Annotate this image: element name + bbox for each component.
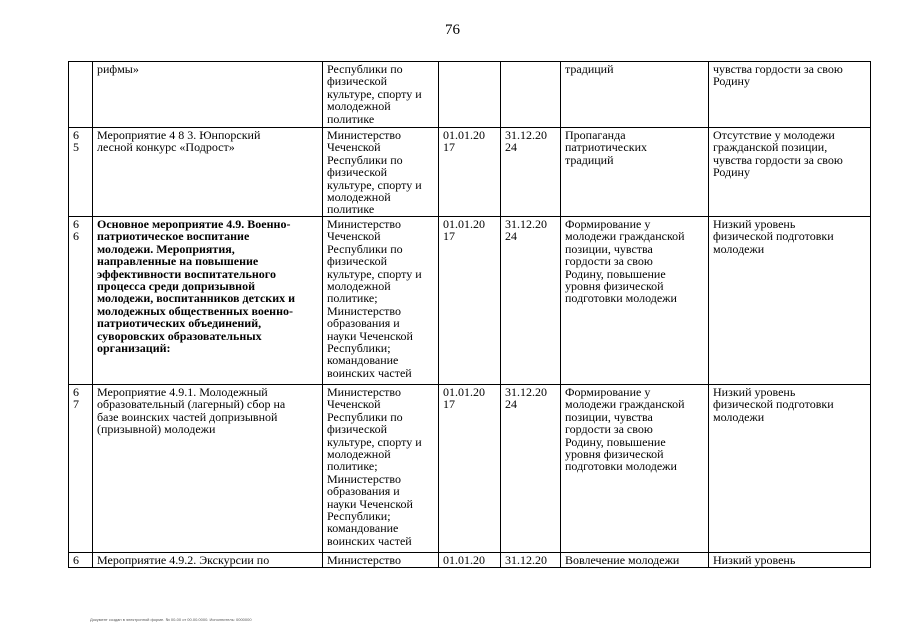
cell-consequence: чувства гордости за свою Родину (709, 62, 871, 128)
cell-event: Основное мероприятие 4.9. Военно- патриотическое воспитание молодежи. Мероприятия, направленные на повышение эффективности воспитательного процесса среди допризывной молодежи, воспитанников детских и молодежных общественных военно- патриотических объединений, суворовских образовательных организаций: (93, 217, 323, 385)
cell-end-date: 31.12.20 24 (501, 385, 561, 553)
cell-start-date: 01.01.20 (439, 553, 501, 568)
cell-result: Формирование у молодежи гражданской позиции, чувства гордости за свою Родину, повышение уровня физической подготовки молодежи (561, 385, 709, 553)
cell-result: Пропаганда патриотических традиций (561, 128, 709, 217)
cell-number (69, 62, 93, 128)
cell-end-date (501, 62, 561, 128)
cell-consequence: Низкий уровень физической подготовки молодежи (709, 217, 871, 385)
cell-number: 6 7 (69, 385, 93, 553)
cell-consequence: Низкий уровень (709, 553, 871, 568)
cell-start-date: 01.01.20 17 (439, 217, 501, 385)
table-row (69, 385, 871, 553)
page-number: 76 (445, 22, 460, 38)
cell-result: Вовлечение молодежи (561, 553, 709, 568)
cell-event: Мероприятие 4 8 3. Юнпорский лесной конкурс «Подрост» (93, 128, 323, 217)
cell-start-date: 01.01.20 17 (439, 385, 501, 553)
cell-executor: Министерство Чеченской Республики по физической культуре, спорту и молодежной политике (323, 128, 439, 217)
cell-event: Мероприятие 4.9.2. Экскурсии по (93, 553, 323, 568)
cell-number: 6 5 (69, 128, 93, 217)
cell-event: Мероприятие 4.9.1. Молодежный образовательный (лагерный) сбор на базе воинских частей допризывной (призывной) молодежи (93, 385, 323, 553)
cell-consequence: Отсутствие у молодежи гражданской позиции, чувства гордости за свою Родину (709, 128, 871, 217)
cell-executor: Министерство (323, 553, 439, 568)
table-row (69, 217, 871, 385)
cell-number: 6 (69, 553, 93, 568)
cell-end-date: 31.12.20 24 (501, 217, 561, 385)
cell-result: традиций (561, 62, 709, 128)
table-row (69, 553, 871, 568)
cell-executor: Республики по физической культуре, спорту и молодежной политике (323, 62, 439, 128)
cell-end-date: 31.12.20 24 (501, 128, 561, 217)
table-row (69, 62, 871, 128)
cell-start-date: 01.01.20 17 (439, 128, 501, 217)
program-table (68, 61, 871, 568)
cell-event: рифмы» (93, 62, 323, 128)
cell-executor: Министерство Чеченской Республики по физической культуре, спорту и молодежной политике; Министерство образования и науки Чеченской Республики; командование воинских частей (323, 217, 439, 385)
table-row (69, 128, 871, 217)
cell-number: 6 6 (69, 217, 93, 385)
cell-consequence: Низкий уровень физической подготовки молодежи (709, 385, 871, 553)
footer-note: Документ создан в электронной форме. № 00-00 от 00.00.0000. Исполнитель: 0000000 (90, 617, 252, 622)
cell-result: Формирование у молодежи гражданской позиции, чувства гордости за свою Родину, повышение уровня физической подготовки молодежи (561, 217, 709, 385)
cell-end-date: 31.12.20 (501, 553, 561, 568)
cell-start-date (439, 62, 501, 128)
cell-executor: Министерство Чеченской Республики по физической культуре, спорту и молодежной политике; Министерство образования и науки Чеченской Республики; командование воинских частей (323, 385, 439, 553)
